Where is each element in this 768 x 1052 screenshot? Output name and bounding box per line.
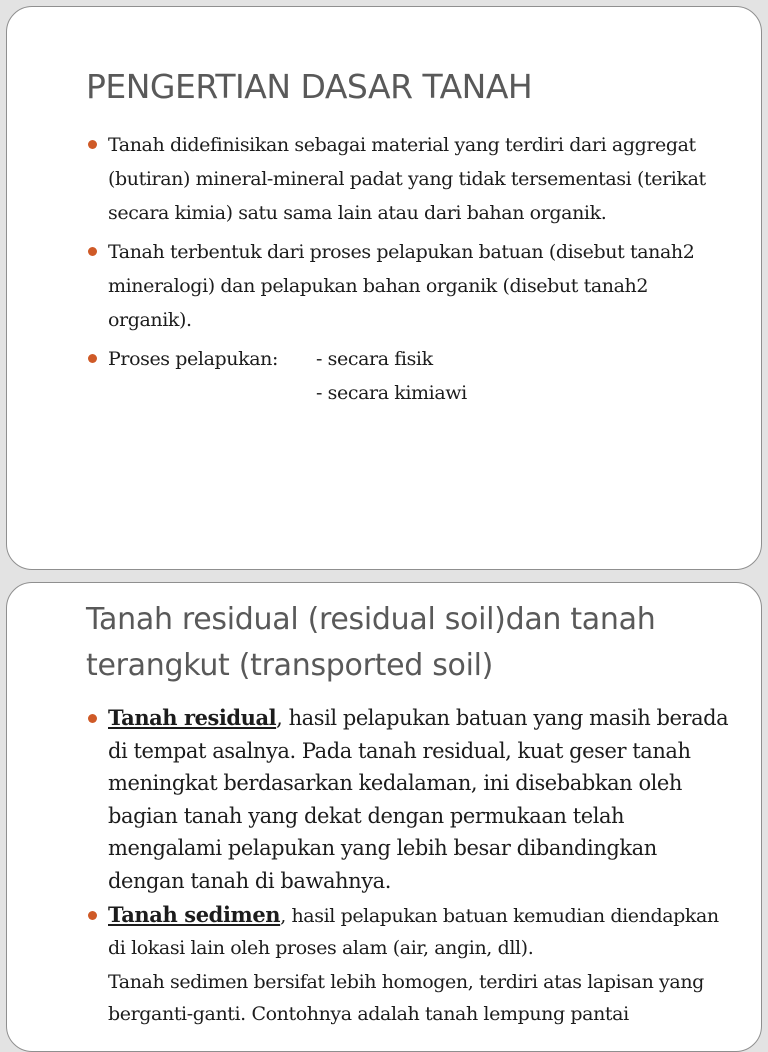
slide-tanah-residual <box>6 582 762 1052</box>
bullet-subitem-row <box>86 376 729 410</box>
bullet-dot-icon <box>88 714 97 723</box>
bullet-item <box>86 702 729 897</box>
bullet-text: Tanah terbentuk dari proses pelapukan batuan (disebut tanah2 mineralogi) dan pelapukan bahan organik (disebut tanah2 organik). <box>108 241 695 331</box>
bullet-list <box>86 702 729 1030</box>
slide-title: PENGERTIAN DASAR TANAH <box>86 67 533 106</box>
bullet-term: Tanah sedimen <box>108 902 281 927</box>
bullet-item <box>86 128 729 230</box>
bullet-text: , hasil pelapukan batuan kemudian diendapkan di lokasi lain oleh proses alam (air, angin, dll). <box>108 905 719 959</box>
bullet-item <box>86 342 729 410</box>
slide-title: Tanah residual (residual soil)dan tanah terangkut (transported soil) <box>86 602 656 683</box>
bullet-dot-icon <box>88 354 97 363</box>
bullet-dot-icon <box>88 247 97 256</box>
bullet-dot-icon <box>88 140 97 149</box>
paragraph <box>86 966 729 1030</box>
bullet-dot-icon <box>88 911 97 920</box>
paragraph-text: Tanah sedimen bersifat lebih homogen, terdiri atas lapisan yang berganti-ganti. Contohnya adalah tanah lempung pantai <box>108 971 704 1025</box>
bullet-subitem: - secara fisik <box>316 348 433 370</box>
bullet-text: Tanah didefinisikan sebagai material yang terdiri dari aggregat (butiran) mineral-mineral padat yang tidak tersementasi (terikat secara kimia) satu sama lain atau dari bahan organik. <box>108 134 706 224</box>
bullet-list <box>86 128 729 415</box>
slide-pengertian-dasar-tanah <box>6 6 762 570</box>
bullet-item <box>86 235 729 337</box>
bullet-text: , hasil pelapukan batuan yang masih berada di tempat asalnya. Pada tanah residual, kuat geser tanah meningkat berdasarkan kedalaman, ini disebabkan oleh bagian tanah yang dekat dengan permukaan telah mengalami pelapukan yang lebih besar dibandingkan dengan tanah di bawahnya. <box>108 706 729 893</box>
bullet-item <box>86 899 729 964</box>
bullet-term: Tanah residual <box>108 705 277 730</box>
bullet-label: Proses pelapukan: <box>108 348 278 370</box>
bullet-subitem: - secara kimiawi <box>316 382 467 404</box>
